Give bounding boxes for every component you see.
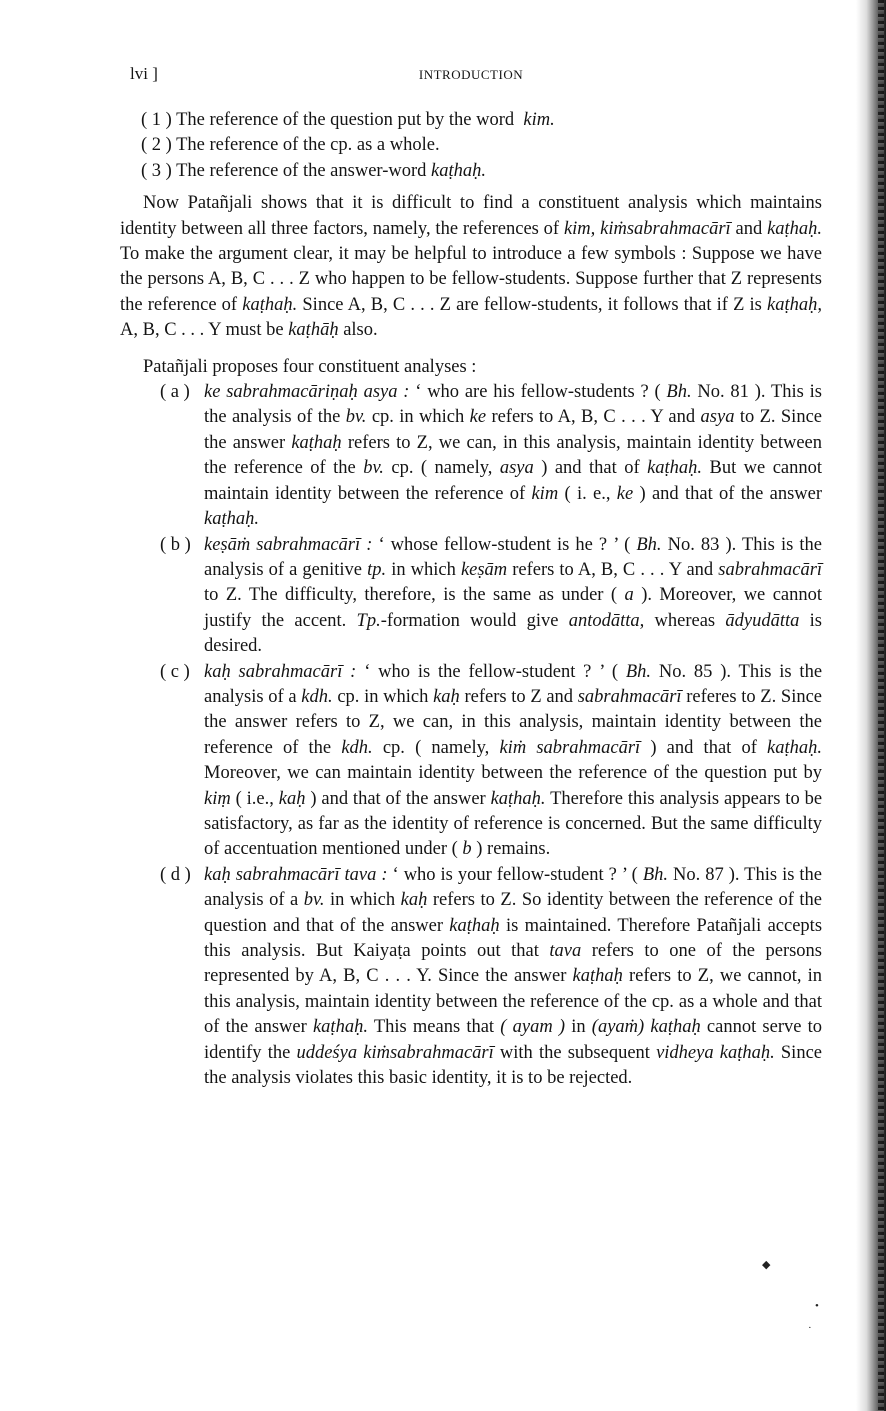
numbered-item-3: ( 3 ) The reference of the answer-word kaṭhaḥ.	[141, 160, 486, 181]
paragraph-four-analyses: Patañjali proposes four constituent analyses :	[143, 356, 477, 377]
analysis-c: ( c ) kaḥ sabrahmacārī : ‘ who is the fellow-student ? ’ ( Bh. No. 85 ). This is the analysis of a kdh. cp. in which kaḥ refers to Z and sabrahmacārī referes to Z. Since the answer refers to Z, we can, in this analysis, maintain identity between the reference of the kdh. cp. ( namely, kiṁ sabrahmacārī ) and that of kaṭhaḥ. Moreover, we can maintain identity between the reference of the question put by kiṃ ( i.e., kaḥ ) and that of the answer kaṭhaḥ. Therefore this analysis appears to be satisfactory, as far as the identity of reference is concerned. But the same difficulty of accentuation mentioned under ( b ) remains.	[160, 661, 823, 860]
numbered-label: ( 3 )	[141, 160, 172, 181]
numbered-label: ( 1 )	[141, 110, 172, 130]
analysis-label: ( a )	[160, 382, 190, 403]
page-body	[120, 108, 822, 1091]
binding-shadow	[878, 0, 884, 1411]
page-number: lvi ]	[130, 64, 158, 83]
analysis-b: ( b ) keṣāṁ sabrahmacārī : ‘ whose fellow-student is he ? ’ ( Bh. No. 83 ). This is the analysis of a genitive tp. in which keṣām refers to A, B, C . . . Y and sabrahmacārī to Z. The difficulty, therefore, is the same as under ( a ). Moreover, we cannot justify the accent. Tp.-formation would give antodātta, whereas ādyudātta is desired.	[160, 534, 823, 657]
scan-speck: ·	[808, 1322, 812, 1334]
numbered-item-1: ( 1 ) The reference of the question put by the word kim.	[141, 110, 555, 130]
numbered-label: ( 2 )	[141, 135, 172, 156]
analysis-a: ( a ) ke sabrahmacāriṇaḥ asya : ‘ who are his fellow-students ? ( Bh. No. 81 ). This is the analysis of the bv. cp. in which ke refers to A, B, C . . . Y and asya to Z. Since the answer kaṭhaḥ refers to Z, we can, in this analysis, maintain identity between the reference of the bv. cp. ( namely, asya ) and that of kaṭhaḥ. But we cannot maintain identity between the reference of kim ( i. e., ke ) and that of the answer kaṭhaḥ.	[160, 382, 823, 530]
running-title: INTRODUCTION	[418, 67, 524, 82]
scan-speck: •	[815, 1300, 819, 1312]
analysis-label: ( d )	[160, 864, 191, 885]
numbered-item-2: ( 2 ) The reference of the cp. as a whole.	[141, 135, 440, 156]
page-header	[130, 64, 820, 88]
analysis-label: ( b )	[160, 534, 191, 555]
analysis-label: ( c )	[160, 661, 190, 682]
paragraph-symbols: Now Patañjali shows that it is difficult to find a constituent analysis which maintains identity between all three factors, namely, the references of kim, kiṁsabrahmacārī and kaṭhaḥ. To make the argument clear, it may be helpful to introduce a few symbols : Suppose we have the persons A, B, C . . . Z who happen to be fellow-students. Suppose further that Z represents the reference of kaṭhaḥ. Since A, B, C . . . Z are fellow-students, it follows that if Z is kaṭhaḥ, A, B, C . . . Y must be kaṭhāḥ also.	[120, 193, 823, 341]
analysis-d: ( d ) kaḥ sabrahmacārī tava : ‘ who is your fellow-student ? ’ ( Bh. No. 87 ). This is the analysis of a bv. in which kaḥ refers to Z. So identity between the reference of the question and that of the answer kaṭhaḥ is maintained. Therefore Patañjali accepts this analysis. But Kaiyaṭa points out that tava refers to one of the persons represented by A, B, C . . . Y. Since the answer kaṭhaḥ refers to Z, we cannot, in this analysis, maintain identity between the reference of the cp. as a whole and that of the answer kaṭhaḥ. This means that ( ayam ) in (ayaṁ) kaṭhaḥ cannot serve to identify the uddeśya kiṁsabrahmacārī with the subsequent vidheya kaṭhaḥ. Since the analysis violates this basic identity, it is to be rejected.	[160, 864, 823, 1089]
scan-speck: ◆	[762, 1259, 771, 1271]
